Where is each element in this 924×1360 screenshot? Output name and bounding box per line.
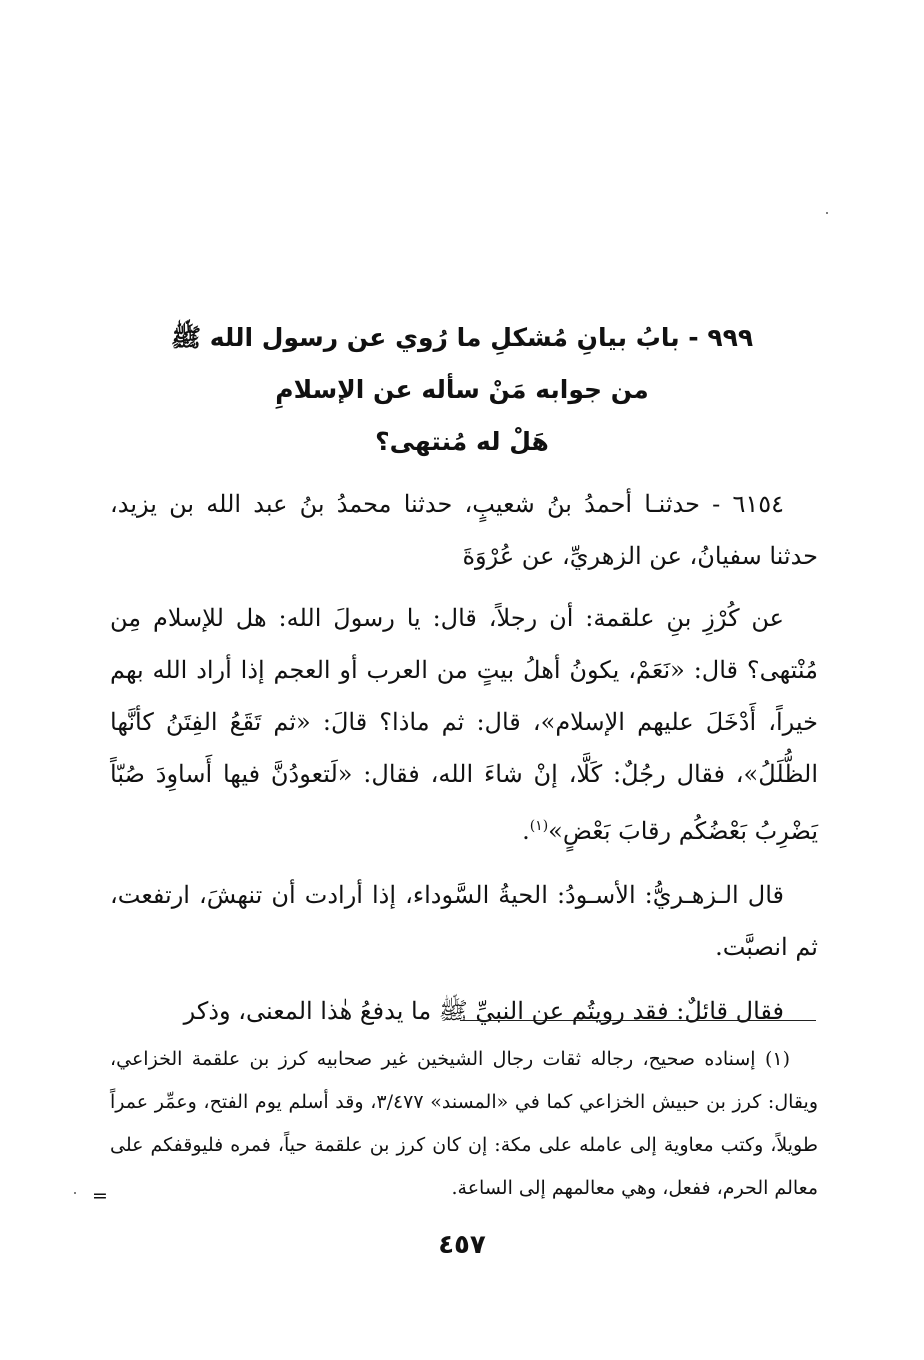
chapter-heading-line-3: هَلْ له مُنتهى؟ <box>375 427 549 456</box>
footnote-1: (١) إسناده صحيح، رجاله ثقات رجال الشيخين غير صحابيه كرز بن علقمة الخزاعي، ويقال: كرز بن حبيش الخزاعي كما في «المسند» ٣/٤٧٧، وقد أسلم يوم الفتح، وعمِّر عمراً طويلاً، وكتب معاوية إلى عامله على مكة: إن كان كرز بن علقمة حياً، فمره فليوقفكم على معالم الحرم، ففعل، وهي معالمهم إلى الساعة. <box>110 1048 818 1199</box>
hadith-isnad-paragraph <box>110 478 818 582</box>
page-number: ٤٥٧ <box>438 1230 486 1260</box>
main-text <box>110 478 818 1037</box>
footnote-continuation-mark: = <box>92 1185 108 1207</box>
footnotes <box>110 1038 818 1210</box>
chapter-heading <box>110 312 814 468</box>
chapter-heading-line-2: من جوابه مَنْ سأله عن الإسلامِ <box>275 375 649 404</box>
scan-speck <box>826 212 828 214</box>
paragraph-text: ٦١٥٤ - حدثنـا أحمدُ بنُ شعيبٍ، حدثنا محمدُ بنُ عبد الله بن يزيد، حدثنا سفيانُ، عن الزهريِّ، عن عُرْوَةَ <box>110 490 818 570</box>
hadith-matn-paragraph <box>110 592 818 857</box>
paragraph-text: فقال قائلٌ: فقد رويتُم عن النبيِّ ﷺ ما يدفعُ هٰذا المعنى، وذكر <box>183 997 784 1025</box>
period: . <box>522 817 530 845</box>
objection-paragraph <box>110 985 818 1037</box>
scan-speck <box>74 1192 76 1194</box>
paragraph-text: قال الـزهـريُّ: الأسـودُ: الحيةُ السَّوداء، إذا أرادت أن تنهشَ، ارتفعت، ثم انصبَّت. <box>110 881 818 961</box>
footnote-separator <box>460 1020 816 1021</box>
zuhri-explanation-paragraph <box>110 869 818 973</box>
paragraph-text: عن كُرْزِ بنِ علقمة: أن رجلاً، قال: يا رسولَ الله: هل للإسلام مِن مُنْتهى؟ قال: «نَعَمْ، يكونُ أهلُ بيتٍ من العرب أو العجم إذا أراد الله بهم خيراً، أَدْخَلَ عليهم الإسلام»، قال: ثم ماذا؟ قالَ: «ثم تَقَعُ الفِتَنُ كأنَّها الظُّلَلُ»، فقال رجُلٌ: كَلَّا، إنْ شاءَ الله، فقال: «لَتعودُنَّ فيها أَساوِدَ صُبّاً يَضْرِبُ بَعْضُكُم رقابَ بَعْضٍ» <box>110 604 818 845</box>
chapter-heading-line-1: ٩٩٩ - بابُ بيانِ مُشكلِ ما رُوي عن رسول الله ﷺ <box>170 323 754 352</box>
footnote-reference: (١) <box>529 818 549 834</box>
